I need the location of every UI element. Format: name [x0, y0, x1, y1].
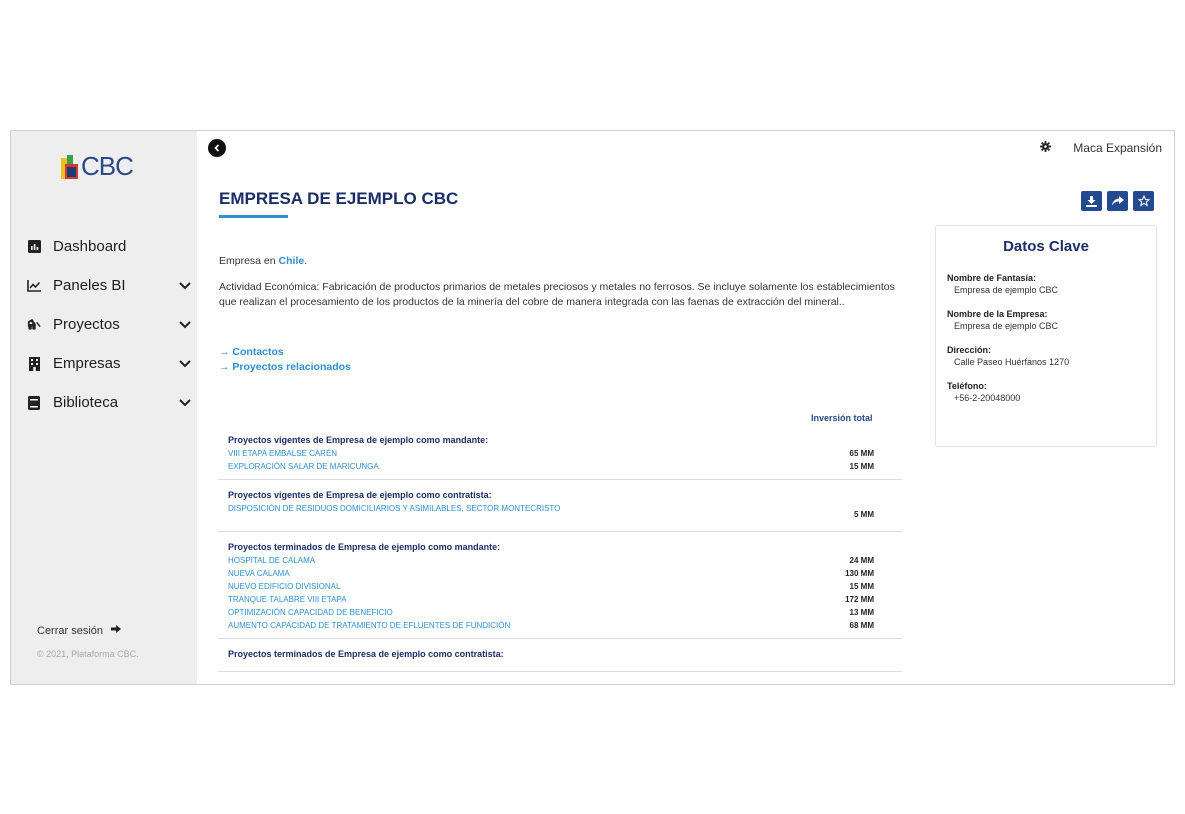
project-investment: 15 MM: [849, 582, 874, 591]
project-row: [228, 580, 892, 593]
field-value: Calle Paseo Huérfanos 1270: [954, 357, 1070, 367]
user-name[interactable]: Maca Expansión: [1073, 141, 1162, 155]
project-link[interactable]: EXPLORACIÓN SALAR DE MARICUNGA: [228, 462, 379, 471]
logout-label: Cerrar sesión: [37, 624, 104, 637]
key-data-field: [947, 381, 1156, 403]
sidebar-item-biblioteca[interactable]: [27, 383, 192, 422]
section-links: [219, 345, 351, 375]
copyright: © 2021, Plataforma CBC.: [37, 649, 139, 659]
project-row: [228, 606, 892, 619]
project-group-title: Proyectos vigentes de Empresa de ejemplo como contratista:: [228, 490, 492, 500]
field-label: Dirección:: [947, 345, 992, 355]
project-link[interactable]: HOSPITAL DE CALAMA: [228, 556, 316, 565]
key-data-field: [947, 309, 1156, 331]
download-icon: [1086, 196, 1097, 207]
field-value: Empresa de ejemplo CBC: [954, 285, 1059, 295]
logo-mark-icon: [61, 155, 79, 179]
project-link[interactable]: NUEVA CALAMA: [228, 569, 290, 578]
country-link[interactable]: Chile: [278, 255, 305, 267]
brand-logo[interactable]: [61, 151, 133, 182]
page-title: EMPRESA DE EJEMPLO CBC: [219, 189, 459, 208]
related-projects-link[interactable]: → Proyectos relacionados: [219, 361, 351, 373]
project-row: [228, 619, 892, 632]
action-buttons: [1081, 191, 1154, 211]
sidebar-nav: [27, 227, 192, 422]
project-investment: 13 MM: [849, 608, 874, 617]
line-chart-icon: [27, 279, 41, 293]
star-icon: [1138, 195, 1150, 207]
sidebar-item-label: Empresas: [53, 355, 121, 372]
share-icon: [1112, 196, 1124, 206]
gear-icon[interactable]: [1040, 141, 1051, 155]
brand-name: CBC: [81, 151, 133, 181]
project-group-title: Proyectos terminados de Empresa de ejemplo como mandante:: [228, 542, 501, 552]
project-group-title: Proyectos terminados de Empresa de ejemplo como contratista:: [228, 649, 504, 659]
field-value: +56-2-20048000: [954, 393, 1021, 403]
project-group: [218, 532, 902, 639]
bar-chart-icon: [27, 240, 41, 254]
sidebar-item-label: Proyectos: [53, 316, 120, 333]
sidebar-item-proyectos[interactable]: [27, 305, 192, 344]
sidebar-item-label: Biblioteca: [53, 394, 119, 411]
contacts-link[interactable]: → Contactos: [219, 346, 284, 358]
project-group: [218, 639, 902, 672]
project-row: [228, 593, 892, 606]
investment-header: Inversión total: [811, 413, 873, 423]
company-country: Empresa en Chile.: [219, 255, 308, 267]
sidebar-item-label: Paneles BI: [53, 277, 126, 294]
favorite-button[interactable]: [1133, 191, 1154, 211]
field-label: Nombre de Fantasía:: [947, 273, 1037, 283]
chevron-down-icon[interactable]: [178, 318, 192, 332]
sidebar-item-dashboard[interactable]: [27, 227, 192, 266]
project-link[interactable]: AUMENTO CAPACIDAD DE TRATAMIENTO DE EFLUENTES DE FUNDICIÓN: [228, 621, 511, 630]
project-row: [228, 447, 892, 460]
project-group: [218, 480, 902, 532]
project-row: [228, 567, 892, 580]
collapse-sidebar-button[interactable]: [208, 139, 226, 157]
chevron-down-icon[interactable]: [178, 396, 192, 410]
topbar-user-area: [1040, 141, 1162, 155]
field-label: Nombre de la Empresa:: [947, 309, 1048, 319]
project-row: [228, 554, 892, 567]
project-group: [218, 431, 902, 480]
logout-button[interactable]: [37, 624, 122, 637]
key-data-card: [935, 225, 1157, 447]
project-link[interactable]: OPTIMIZACIÓN CAPACIDAD DE BENEFICIO: [228, 608, 393, 617]
project-investment: 5 MM: [854, 510, 874, 519]
project-investment: 68 MM: [849, 621, 874, 630]
key-data-title: Datos Clave: [1003, 238, 1089, 255]
project-groups: [218, 431, 902, 672]
building-icon: [27, 357, 41, 371]
project-investment: 172 MM: [845, 595, 874, 604]
sidebar-item-empresas[interactable]: [27, 344, 192, 383]
economic-activity: Actividad Económica: Fabricación de productos primarios de metales preciosos y metales no ferrosos. Se incluye solamente los establecimientos que realizan el procesamiento de los productos de la minería del cobre de manera integrada con las faenas de extracción del mineral..: [219, 281, 895, 308]
loader-truck-icon: [27, 318, 41, 332]
book-icon: [27, 396, 41, 410]
chevron-down-icon[interactable]: [178, 279, 192, 293]
chevron-left-icon: [214, 144, 220, 152]
project-investment: 130 MM: [845, 569, 874, 578]
key-data-field: [947, 273, 1156, 295]
field-label: Teléfono:: [947, 381, 987, 391]
project-link[interactable]: TRANQUE TALABRE VIII ETAPA: [228, 595, 347, 604]
project-investment: 15 MM: [849, 462, 874, 471]
sign-out-icon: [111, 624, 122, 637]
project-link[interactable]: DISPOSICIÓN DE RESIDUOS DOMICILIARIOS Y ASIMILABLES, SECTOR MONTECRISTO: [228, 504, 561, 513]
project-group-title: Proyectos vigentes de Empresa de ejemplo como mandante:: [228, 435, 489, 445]
project-link[interactable]: VIII ETAPA EMBALSE CARÉN: [228, 449, 338, 458]
title-underline: [219, 215, 288, 218]
project-investment: 65 MM: [849, 449, 874, 458]
download-button[interactable]: [1081, 191, 1102, 211]
project-row: [228, 460, 892, 473]
app-window: [10, 130, 1175, 685]
sidebar-item-label: Dashboard: [53, 238, 127, 255]
chevron-down-icon[interactable]: [178, 357, 192, 371]
field-value: Empresa de ejemplo CBC: [954, 321, 1059, 331]
sidebar: [11, 131, 197, 684]
sidebar-item-paneles-bi[interactable]: [27, 266, 192, 305]
key-data-field: [947, 345, 1156, 367]
share-button[interactable]: [1107, 191, 1128, 211]
project-link[interactable]: NUEVO EDIFICIO DIVISIONAL: [228, 582, 341, 591]
project-investment: 24 MM: [849, 556, 874, 565]
project-row: [228, 502, 892, 525]
